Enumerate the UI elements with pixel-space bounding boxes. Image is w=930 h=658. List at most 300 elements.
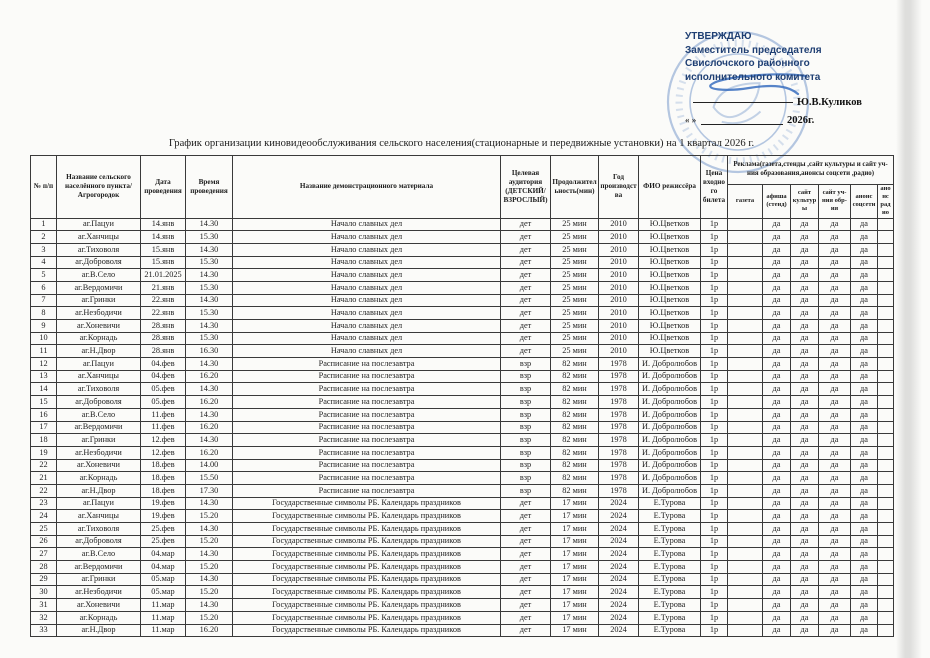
table-cell: аг.Пацуи: [57, 218, 141, 231]
table-cell: 1р: [701, 345, 728, 358]
table-cell: да: [819, 320, 851, 333]
table-cell: да: [763, 231, 791, 244]
table-cell: 2024: [599, 523, 639, 536]
table-cell: аг.Н.Двор: [57, 624, 141, 637]
table-cell: 17 мин: [551, 548, 599, 561]
table-cell: 17 мин: [551, 561, 599, 574]
table-cell: [728, 421, 763, 434]
table-cell: 11.мар: [141, 599, 186, 612]
table-cell: Е.Турова: [639, 573, 701, 586]
table-cell: Е.Турова: [639, 510, 701, 523]
table-cell: [878, 599, 894, 612]
table-cell: да: [819, 421, 851, 434]
table-cell: да: [851, 218, 878, 231]
table-cell: дет: [501, 269, 551, 282]
table-cell: 19: [31, 446, 57, 459]
table-cell: да: [763, 345, 791, 358]
table-row: [31, 573, 894, 586]
table-cell: дет: [501, 307, 551, 320]
table-cell: 14.00: [186, 459, 233, 472]
table-cell: Начало славных дел: [233, 307, 501, 320]
table-cell: 1978: [599, 396, 639, 409]
table-cell: да: [791, 421, 819, 434]
date-line: [701, 124, 783, 125]
table-cell: 13: [31, 370, 57, 383]
table-cell: да: [791, 243, 819, 256]
table-cell: аг.Тиховоля: [57, 383, 141, 396]
table-cell: 25 мин: [551, 231, 599, 244]
table-cell: 1978: [599, 434, 639, 447]
table-cell: да: [791, 307, 819, 320]
table-cell: да: [763, 472, 791, 485]
table-cell: дет: [501, 345, 551, 358]
table-cell: да: [791, 573, 819, 586]
table-cell: Расписание на послезавтра: [233, 484, 501, 497]
table-cell: дет: [501, 281, 551, 294]
table-cell: [728, 446, 763, 459]
table-cell: 25 мин: [551, 218, 599, 231]
table-row: [31, 358, 894, 371]
table-cell: да: [791, 396, 819, 409]
table-cell: да: [851, 320, 878, 333]
table-row: [31, 434, 894, 447]
table-cell: да: [791, 472, 819, 485]
table-row: [31, 231, 894, 244]
table-cell: [878, 307, 894, 320]
table-cell: Расписание на послезавтра: [233, 459, 501, 472]
table-cell: Государственные символы РБ. Календарь праздников: [233, 599, 501, 612]
table-cell: 1р: [701, 281, 728, 294]
table-cell: аг.Ханчицы: [57, 370, 141, 383]
table-cell: [728, 484, 763, 497]
table-cell: 3: [31, 243, 57, 256]
table-cell: да: [763, 256, 791, 269]
table-cell: 25 мин: [551, 281, 599, 294]
col-header-price: Цена входного билета: [701, 156, 728, 219]
table-cell: да: [851, 535, 878, 548]
table-cell: да: [851, 345, 878, 358]
table-cell: Е.Турова: [639, 548, 701, 561]
table-cell: да: [819, 307, 851, 320]
table-cell: 1р: [701, 383, 728, 396]
date-quote: « »: [685, 115, 697, 125]
table-row: [31, 294, 894, 307]
table-cell: 14.30: [186, 218, 233, 231]
table-cell: 1р: [701, 561, 728, 574]
table-cell: да: [851, 421, 878, 434]
table-cell: 11.фев: [141, 408, 186, 421]
table-cell: аг.Корнадь: [57, 472, 141, 485]
table-row: [31, 459, 894, 472]
table-cell: 1р: [701, 358, 728, 371]
table-cell: да: [791, 459, 819, 472]
table-cell: Ю.Цветков: [639, 307, 701, 320]
table-cell: взр: [501, 434, 551, 447]
table-cell: 2010: [599, 256, 639, 269]
table-row: [31, 510, 894, 523]
table-cell: И. Добролюбов: [639, 459, 701, 472]
table-cell: 14.30: [186, 383, 233, 396]
table-cell: да: [763, 484, 791, 497]
table-cell: да: [851, 599, 878, 612]
table-cell: 28: [31, 561, 57, 574]
table-cell: [878, 218, 894, 231]
table-cell: да: [791, 320, 819, 333]
table-cell: 19.фев: [141, 497, 186, 510]
table-cell: 17 мин: [551, 624, 599, 637]
table-cell: аг.Вердомичи: [57, 561, 141, 574]
table-cell: да: [791, 523, 819, 536]
table-cell: Начало славных дел: [233, 243, 501, 256]
table-cell: 1р: [701, 573, 728, 586]
table-cell: 1р: [701, 446, 728, 459]
table-cell: 1р: [701, 624, 728, 637]
table-cell: 1р: [701, 256, 728, 269]
table-cell: 25 мин: [551, 320, 599, 333]
table-cell: дет: [501, 548, 551, 561]
table-cell: 27: [31, 548, 57, 561]
table-cell: да: [819, 497, 851, 510]
table-cell: дет: [501, 294, 551, 307]
table-cell: [728, 573, 763, 586]
table-cell: да: [791, 332, 819, 345]
table-cell: взр: [501, 358, 551, 371]
table-cell: 14.30: [186, 408, 233, 421]
table-cell: да: [851, 408, 878, 421]
table-cell: 14.янв: [141, 231, 186, 244]
table-cell: 9: [31, 320, 57, 333]
approval-position-line: Заместитель председателя: [685, 44, 822, 56]
table-cell: [878, 345, 894, 358]
table-cell: Начало славных дел: [233, 294, 501, 307]
table-cell: 17 мин: [551, 611, 599, 624]
table-cell: да: [791, 370, 819, 383]
table-cell: да: [851, 383, 878, 396]
table-cell: да: [819, 281, 851, 294]
table-cell: [728, 218, 763, 231]
table-cell: 14.30: [186, 243, 233, 256]
approval-word: УТВЕРЖДАЮ: [685, 31, 752, 42]
approval-year: 2026г.: [787, 115, 815, 126]
table-cell: Ю.Цветков: [639, 332, 701, 345]
table-cell: да: [763, 243, 791, 256]
table-cell: 17.30: [186, 484, 233, 497]
schedule-table: [30, 155, 894, 637]
table-cell: аг.Доброволя: [57, 396, 141, 409]
table-cell: 22.янв: [141, 294, 186, 307]
table-cell: 1р: [701, 320, 728, 333]
table-cell: 16: [31, 408, 57, 421]
table-cell: 18.фев: [141, 459, 186, 472]
table-cell: дет: [501, 535, 551, 548]
table-row: [31, 320, 894, 333]
table-cell: аг.Н.Двор: [57, 484, 141, 497]
table-cell: 2024: [599, 611, 639, 624]
table-cell: 1р: [701, 231, 728, 244]
table-cell: аг.Незбодичи: [57, 586, 141, 599]
table-cell: да: [791, 548, 819, 561]
table-cell: 14.30: [186, 294, 233, 307]
table-cell: да: [763, 599, 791, 612]
table-row: [31, 218, 894, 231]
col-header-director: ФИО режиссёра: [639, 156, 701, 219]
table-cell: 1978: [599, 383, 639, 396]
table-cell: аг.Гринки: [57, 294, 141, 307]
table-cell: да: [851, 256, 878, 269]
table-cell: да: [791, 358, 819, 371]
table-cell: Государственные символы РБ. Календарь праздников: [233, 510, 501, 523]
table-cell: да: [819, 624, 851, 637]
table-cell: 14.30: [186, 320, 233, 333]
table-cell: 7: [31, 294, 57, 307]
table-cell: [878, 281, 894, 294]
table-cell: 04.мар: [141, 548, 186, 561]
table-cell: взр: [501, 484, 551, 497]
table-cell: да: [763, 396, 791, 409]
table-cell: [878, 510, 894, 523]
table-cell: 4: [31, 256, 57, 269]
table-cell: [878, 573, 894, 586]
table-cell: дет: [501, 243, 551, 256]
table-cell: 19.фев: [141, 510, 186, 523]
table-cell: да: [819, 358, 851, 371]
table-cell: да: [763, 573, 791, 586]
table-cell: да: [763, 548, 791, 561]
table-cell: 82 мин: [551, 446, 599, 459]
table-cell: [728, 599, 763, 612]
table-cell: 2010: [599, 269, 639, 282]
table-row: [31, 281, 894, 294]
col-header-time: Время проведения: [186, 156, 233, 219]
table-cell: 11: [31, 345, 57, 358]
table-cell: 14: [31, 383, 57, 396]
table-cell: аг.В.Село: [57, 408, 141, 421]
table-cell: 2010: [599, 231, 639, 244]
table-cell: 11.мар: [141, 624, 186, 637]
table-cell: да: [819, 535, 851, 548]
table-cell: 6: [31, 281, 57, 294]
table-cell: 1р: [701, 396, 728, 409]
table-cell: Е.Турова: [639, 561, 701, 574]
table-cell: аг.Незбодичи: [57, 446, 141, 459]
table-cell: да: [791, 611, 819, 624]
table-cell: дет: [501, 510, 551, 523]
table-cell: Государственные символы РБ. Календарь праздников: [233, 523, 501, 536]
table-cell: Е.Турова: [639, 624, 701, 637]
table-cell: да: [851, 281, 878, 294]
table-cell: Начало славных дел: [233, 320, 501, 333]
table-cell: да: [851, 358, 878, 371]
table-cell: да: [763, 446, 791, 459]
table-cell: да: [819, 434, 851, 447]
table-cell: 1978: [599, 370, 639, 383]
table-cell: [728, 243, 763, 256]
table-cell: [878, 408, 894, 421]
table-cell: 25 мин: [551, 256, 599, 269]
col-header-ads-social: анонс соцсети: [851, 185, 878, 219]
table-cell: 1р: [701, 294, 728, 307]
table-cell: 2010: [599, 218, 639, 231]
table-cell: [878, 421, 894, 434]
table-row: [31, 408, 894, 421]
table-cell: 15.20: [186, 510, 233, 523]
table-cell: да: [763, 358, 791, 371]
table-cell: 14.30: [186, 358, 233, 371]
table-cell: [878, 396, 894, 409]
table-cell: Расписание на послезавтра: [233, 370, 501, 383]
table-cell: 14.30: [186, 269, 233, 282]
table-cell: взр: [501, 370, 551, 383]
table-cell: [728, 548, 763, 561]
table-cell: да: [791, 535, 819, 548]
table-cell: аг.Гринки: [57, 434, 141, 447]
table-cell: взр: [501, 446, 551, 459]
table-cell: дет: [501, 231, 551, 244]
table-cell: 26: [31, 535, 57, 548]
table-cell: да: [819, 269, 851, 282]
table-cell: [878, 434, 894, 447]
table-cell: да: [763, 370, 791, 383]
table-header: [31, 156, 894, 219]
table-cell: [728, 332, 763, 345]
table-cell: 15.30: [186, 231, 233, 244]
table-cell: 25 мин: [551, 345, 599, 358]
table-cell: 14.30: [186, 497, 233, 510]
table-cell: Начало славных дел: [233, 345, 501, 358]
table-cell: да: [851, 231, 878, 244]
table-cell: 2024: [599, 548, 639, 561]
table-cell: Государственные символы РБ. Календарь праздников: [233, 573, 501, 586]
col-header-ads-group: Реклама(газета,стенды ,сайт культуры и сайт уч-ния образования,анонсы соцсети ,радио): [728, 156, 894, 185]
table-cell: 1р: [701, 332, 728, 345]
table-cell: 12.фев: [141, 446, 186, 459]
table-cell: Расписание на послезавтра: [233, 472, 501, 485]
table-cell: аг.Пацуи: [57, 358, 141, 371]
col-header-ads-newspaper: газета: [728, 185, 763, 219]
table-cell: [878, 472, 894, 485]
table-cell: 14.30: [186, 434, 233, 447]
table-cell: аг.Вердомичи: [57, 281, 141, 294]
table-cell: 05.фев: [141, 396, 186, 409]
table-cell: да: [819, 573, 851, 586]
table-cell: 82 мин: [551, 408, 599, 421]
table-cell: [728, 535, 763, 548]
table-cell: да: [819, 332, 851, 345]
table-cell: да: [819, 446, 851, 459]
table-cell: да: [819, 599, 851, 612]
table-cell: Государственные символы РБ. Календарь праздников: [233, 586, 501, 599]
table-cell: 25 мин: [551, 243, 599, 256]
table-cell: 04.мар: [141, 561, 186, 574]
table-cell: да: [791, 561, 819, 574]
table-cell: 5: [31, 269, 57, 282]
table-cell: да: [819, 484, 851, 497]
table-cell: 17 мин: [551, 599, 599, 612]
table-cell: 25 мин: [551, 332, 599, 345]
table-row: [31, 256, 894, 269]
table-cell: да: [851, 294, 878, 307]
table-cell: да: [763, 611, 791, 624]
table-row: [31, 307, 894, 320]
table-cell: [728, 383, 763, 396]
col-header-prod-year: Год производства: [599, 156, 639, 219]
table-cell: 29: [31, 573, 57, 586]
table-cell: 25 мин: [551, 307, 599, 320]
col-header-ads-culture-site: сайт культуры: [791, 185, 819, 219]
table-cell: 82 мин: [551, 421, 599, 434]
table-cell: да: [851, 548, 878, 561]
table-row: [31, 332, 894, 345]
table-cell: да: [819, 459, 851, 472]
table-row: [31, 472, 894, 485]
table-cell: да: [851, 396, 878, 409]
table-cell: взр: [501, 472, 551, 485]
table-cell: да: [791, 281, 819, 294]
table-cell: 82 мин: [551, 383, 599, 396]
table-cell: да: [851, 497, 878, 510]
table-cell: [878, 269, 894, 282]
table-cell: 15.янв: [141, 243, 186, 256]
table-cell: [728, 586, 763, 599]
table-cell: Е.Турова: [639, 599, 701, 612]
table-cell: дет: [501, 497, 551, 510]
table-cell: да: [819, 370, 851, 383]
col-header-ads-radio: анонс радио: [878, 185, 894, 219]
table-cell: [878, 484, 894, 497]
table-cell: 16.20: [186, 421, 233, 434]
table-cell: 14.30: [186, 523, 233, 536]
table-cell: [878, 243, 894, 256]
table-cell: дет: [501, 599, 551, 612]
table-cell: [728, 408, 763, 421]
table-cell: 15.30: [186, 281, 233, 294]
table-cell: Расписание на послезавтра: [233, 434, 501, 447]
table-cell: аг.Пацуи: [57, 497, 141, 510]
table-cell: да: [851, 269, 878, 282]
table-cell: 1р: [701, 523, 728, 536]
table-cell: [878, 535, 894, 548]
table-cell: 16.20: [186, 624, 233, 637]
table-cell: да: [763, 497, 791, 510]
table-cell: да: [819, 586, 851, 599]
table-cell: да: [851, 434, 878, 447]
table-cell: Ю.Цветков: [639, 320, 701, 333]
approval-position-line: Свислочского районного: [685, 58, 810, 69]
table-row: [31, 548, 894, 561]
table-cell: 1р: [701, 307, 728, 320]
table-cell: аг.Н.Двор: [57, 345, 141, 358]
table-cell: да: [763, 408, 791, 421]
table-cell: 15.20: [186, 561, 233, 574]
table-cell: да: [791, 446, 819, 459]
table-cell: взр: [501, 408, 551, 421]
table-cell: 30: [31, 586, 57, 599]
table-cell: И. Добролюбов: [639, 383, 701, 396]
table-row: [31, 383, 894, 396]
table-cell: [728, 345, 763, 358]
table-cell: 2010: [599, 307, 639, 320]
table-cell: да: [819, 345, 851, 358]
table-cell: 05.мар: [141, 586, 186, 599]
table-cell: дет: [501, 332, 551, 345]
table-row: [31, 345, 894, 358]
table-cell: да: [851, 243, 878, 256]
table-cell: 2010: [599, 243, 639, 256]
table-cell: 1978: [599, 484, 639, 497]
table-cell: [728, 269, 763, 282]
table-cell: 2010: [599, 281, 639, 294]
table-cell: Ю.Цветков: [639, 281, 701, 294]
